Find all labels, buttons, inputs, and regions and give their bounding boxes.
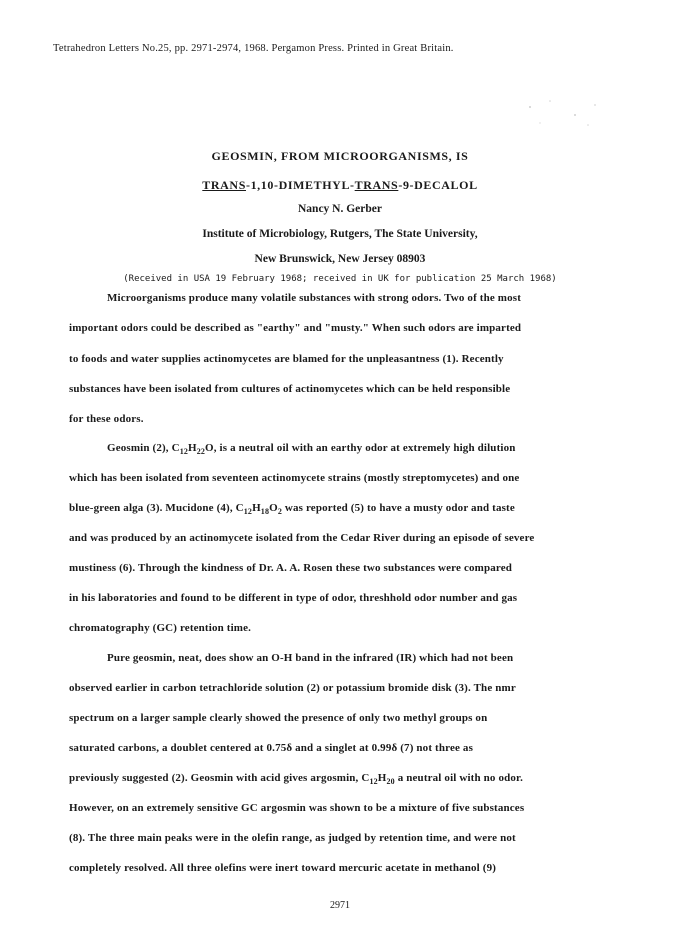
- body-line: observed earlier in carbon tetrachloride solution (2) or potassium bromide disk (3). The nmr: [69, 682, 516, 694]
- body-line: Pure geosmin, neat, does show an O-H band in the infrared (IR) which had not been: [107, 652, 514, 664]
- paper-title-line-1: GEOSMIN, FROM MICROORGANISMS, IS: [211, 149, 469, 163]
- body-line: chromatography (GC) retention time.: [69, 622, 252, 634]
- body-line: for these odors.: [69, 413, 144, 425]
- body-line: substances have been isolated from cultures of actinomycetes which can be held responsible: [69, 383, 511, 395]
- title-end: -9-DECALOL: [398, 178, 478, 192]
- body-line: previously suggested (2). Geosmin with acid gives argosmin, $C_{12}H_{20}$ a neutral oil with no odor.: [69, 772, 523, 786]
- body-line: Geosmin (2), $C_{12}H_{22}O$, is a neutral oil with an earthy odor at extremely high dilution: [107, 442, 516, 456]
- body-line: important odors could be described as "earthy" and "musty." When such odors are imparted: [69, 322, 522, 334]
- body-line: (8). The three main peaks were in the olefin range, as judged by retention time, and were not: [69, 832, 516, 844]
- paper-title-line-2: [0, 178, 680, 193]
- body-line: and was produced by an actinomycete isolated from the Cedar River during an episode of severe: [69, 532, 535, 544]
- body-line: which has been isolated from seventeen actinomycete strains (mostly streptomycetes) and one: [69, 472, 520, 484]
- page-number: 2971: [330, 900, 350, 911]
- scan-smudge: [520, 95, 610, 135]
- author-name: Nancy N. Gerber: [298, 203, 382, 215]
- body-line: saturated carbons, a doublet centered at 0.75δ and a singlet at 0.99δ (7) not three as: [69, 742, 474, 754]
- trans-underlined-1: TRANS: [202, 178, 246, 192]
- body-line: in his laboratories and found to be different in type of odor, threshhold odor number and gas: [69, 592, 518, 604]
- body-line: completely resolved. All three olefins were inert toward mercuric acetate in methanol (9): [69, 862, 497, 874]
- trans-underlined-2: TRANS: [354, 178, 399, 192]
- body-line: blue-green alga (3). Mucidone (4), $C_{12}H_{18}O_2$ was reported (5) to have a musty odor and taste: [69, 502, 515, 516]
- body-line: Microorganisms produce many volatile substances with strong odors. Two of the most: [107, 292, 522, 304]
- institution: Institute of Microbiology, Rutgers, The State University,: [202, 228, 478, 240]
- body-line: to foods and water supplies actinomycetes are blamed for the unpleasantness (1). Recently: [69, 353, 504, 365]
- body-line: mustiness (6). Through the kindness of Dr. A. A. Rosen these two substances were compared: [69, 562, 512, 574]
- received-note: (Received in USA 19 February 1968; received in UK for publication 25 March 1968): [123, 274, 557, 284]
- title-mid: -1,10-DIMETHYL-: [245, 178, 355, 192]
- body-line: However, on an extremely sensitive GC argosmin was shown to be a mixture of five substances: [69, 802, 525, 814]
- journal-header: Tetrahedron Letters No.25, pp. 2971-2974, 1968. Pergamon Press. Printed in Great Britain.: [53, 43, 454, 54]
- body-line: spectrum on a larger sample clearly showed the presence of only two methyl groups on: [69, 712, 488, 724]
- address: New Brunswick, New Jersey 08903: [254, 253, 426, 265]
